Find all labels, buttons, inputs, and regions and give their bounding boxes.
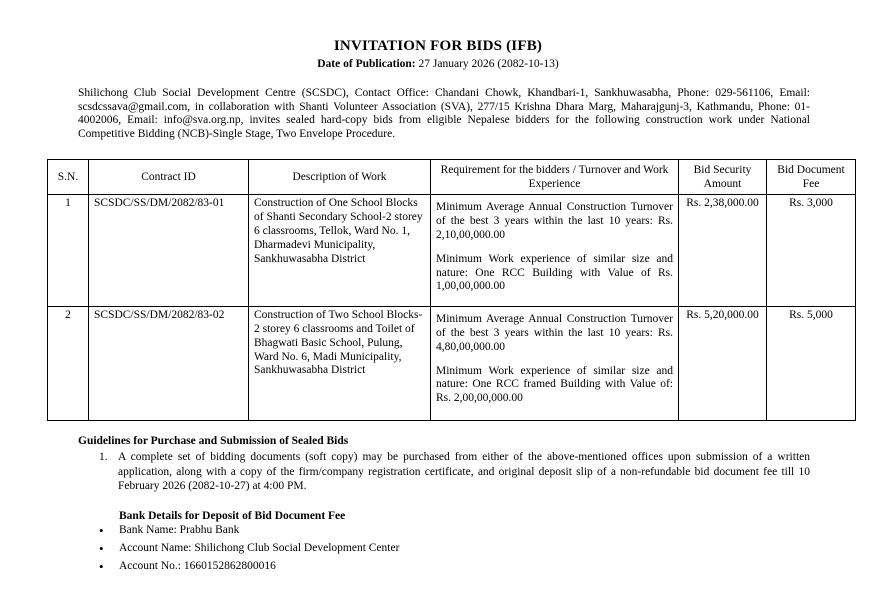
cell-contract-id: SCSDC/SS/DM/2082/83-02 <box>89 307 249 421</box>
bullet-icon <box>99 523 119 540</box>
guideline-item <box>99 450 810 494</box>
cell-sn: 1 <box>48 195 89 307</box>
bank-detail-item <box>99 559 876 576</box>
bank-name-text: Bank Name: Prabhu Bank <box>119 523 240 536</box>
guideline-item-text: A complete set of bidding documents (soft copy) may be purchased from either of the above-mentioned offices upon submission of a written application, along with a copy of the firm/company registration certificate, and original deposit slip of a non-refundable bid document fee till 10 February 2026 (2082-10-27) at 4:00 PM. <box>118 451 810 493</box>
header-sn: S.N. <box>48 160 89 195</box>
table-header-row <box>48 160 856 195</box>
cell-sn: 2 <box>48 307 89 421</box>
requirement-experience: Minimum Work experience of similar size and nature: One RCC Building with Value of Rs. 1,00,00,000.00 <box>436 252 673 293</box>
cell-requirement <box>431 195 679 307</box>
cell-description: Construction of One School Blocks of Shanti Secondary School-2 storey 6 classrooms, Tellok, Ward No. 1, Dharmadevi Municipality, Sankhuwasabha District <box>249 195 431 307</box>
bank-details-title: Bank Details for Deposit of Bid Document Fee <box>119 509 346 522</box>
publication-date-value: 27 January 2026 (2082-10-13) <box>418 58 559 70</box>
header-description: Description of Work <box>249 160 431 195</box>
account-number-text: Account No.: 1660152862800016 <box>119 560 276 573</box>
bank-detail-item <box>99 523 876 540</box>
table-row <box>48 195 856 307</box>
cell-bid-fee: Rs. 5,000 <box>767 307 856 421</box>
page-title: INVITATION FOR BIDS (IFB) <box>333 38 543 54</box>
bank-detail-item <box>99 541 876 558</box>
guideline-item-number: 1. <box>99 451 108 464</box>
bullet-icon <box>99 541 119 558</box>
bullet-icon <box>99 559 119 576</box>
header-bid-fee: Bid Document Fee <box>767 160 856 195</box>
requirement-experience: Minimum Work experience of similar size and nature: One RCC framed Building with Value of: Rs. 2,00,00,000.00 <box>436 364 673 405</box>
guidelines-title: Guidelines for Purchase and Submission of Sealed Bids <box>78 435 349 448</box>
bids-table <box>47 159 856 421</box>
header-bid-security: Bid Security Amount <box>679 160 767 195</box>
cell-contract-id: SCSDC/SS/DM/2082/83-01 <box>89 195 249 307</box>
cell-bid-security: Rs. 2,38,000.00 <box>679 195 767 307</box>
header-contract-id: Contract ID <box>89 160 249 195</box>
account-name-text: Account Name: Shilichong Club Social Development Center <box>119 542 400 555</box>
table-row <box>48 307 856 421</box>
requirement-turnover: Minimum Average Annual Construction Turnover of the best 3 years within the last 10 years: Rs. 2,10,00,000.00 <box>436 201 673 241</box>
cell-bid-security: Rs. 5,20,000.00 <box>679 307 767 421</box>
requirement-turnover: Minimum Average Annual Construction Turnover of the best 3 years within the last 10 years: Rs. 4,80,00,000.00 <box>436 313 673 353</box>
header-requirement: Requirement for the bidders / Turnover and Work Experience <box>431 160 679 195</box>
cell-bid-fee: Rs. 3,000 <box>767 195 856 307</box>
publication-date-line <box>0 58 876 70</box>
publication-date-label: Date of Publication: <box>317 58 416 70</box>
cell-requirement <box>431 307 679 421</box>
cell-description: Construction of Two School Blocks-2 storey 6 classrooms and Toilet of Bhagwati Basic School, Pulung, Ward No. 6, Madi Municipality, Sankhuwasabha District <box>249 307 431 421</box>
intro-paragraph: Shilichong Club Social Development Centre (SCSDC), Contact Office: Chandani Chowk, Khandbari-1, Sankhuwasabha, Phone: 029-561106, Email: scsdcssava@gmail.com, in collaboration with Shanti Volunteer Association (SVA), 277/15 Krishna Dhara Marg, Maharajgunj-3, Kathmandu, Phone: 01-4002006, Email: info@sva.org.np, invites sealed hard-copy bids from eligible Nepalese bidders for the following construction work under National Competitive Bidding (NCB)-Single Stage, Two Envelope Procedure. <box>78 87 810 140</box>
